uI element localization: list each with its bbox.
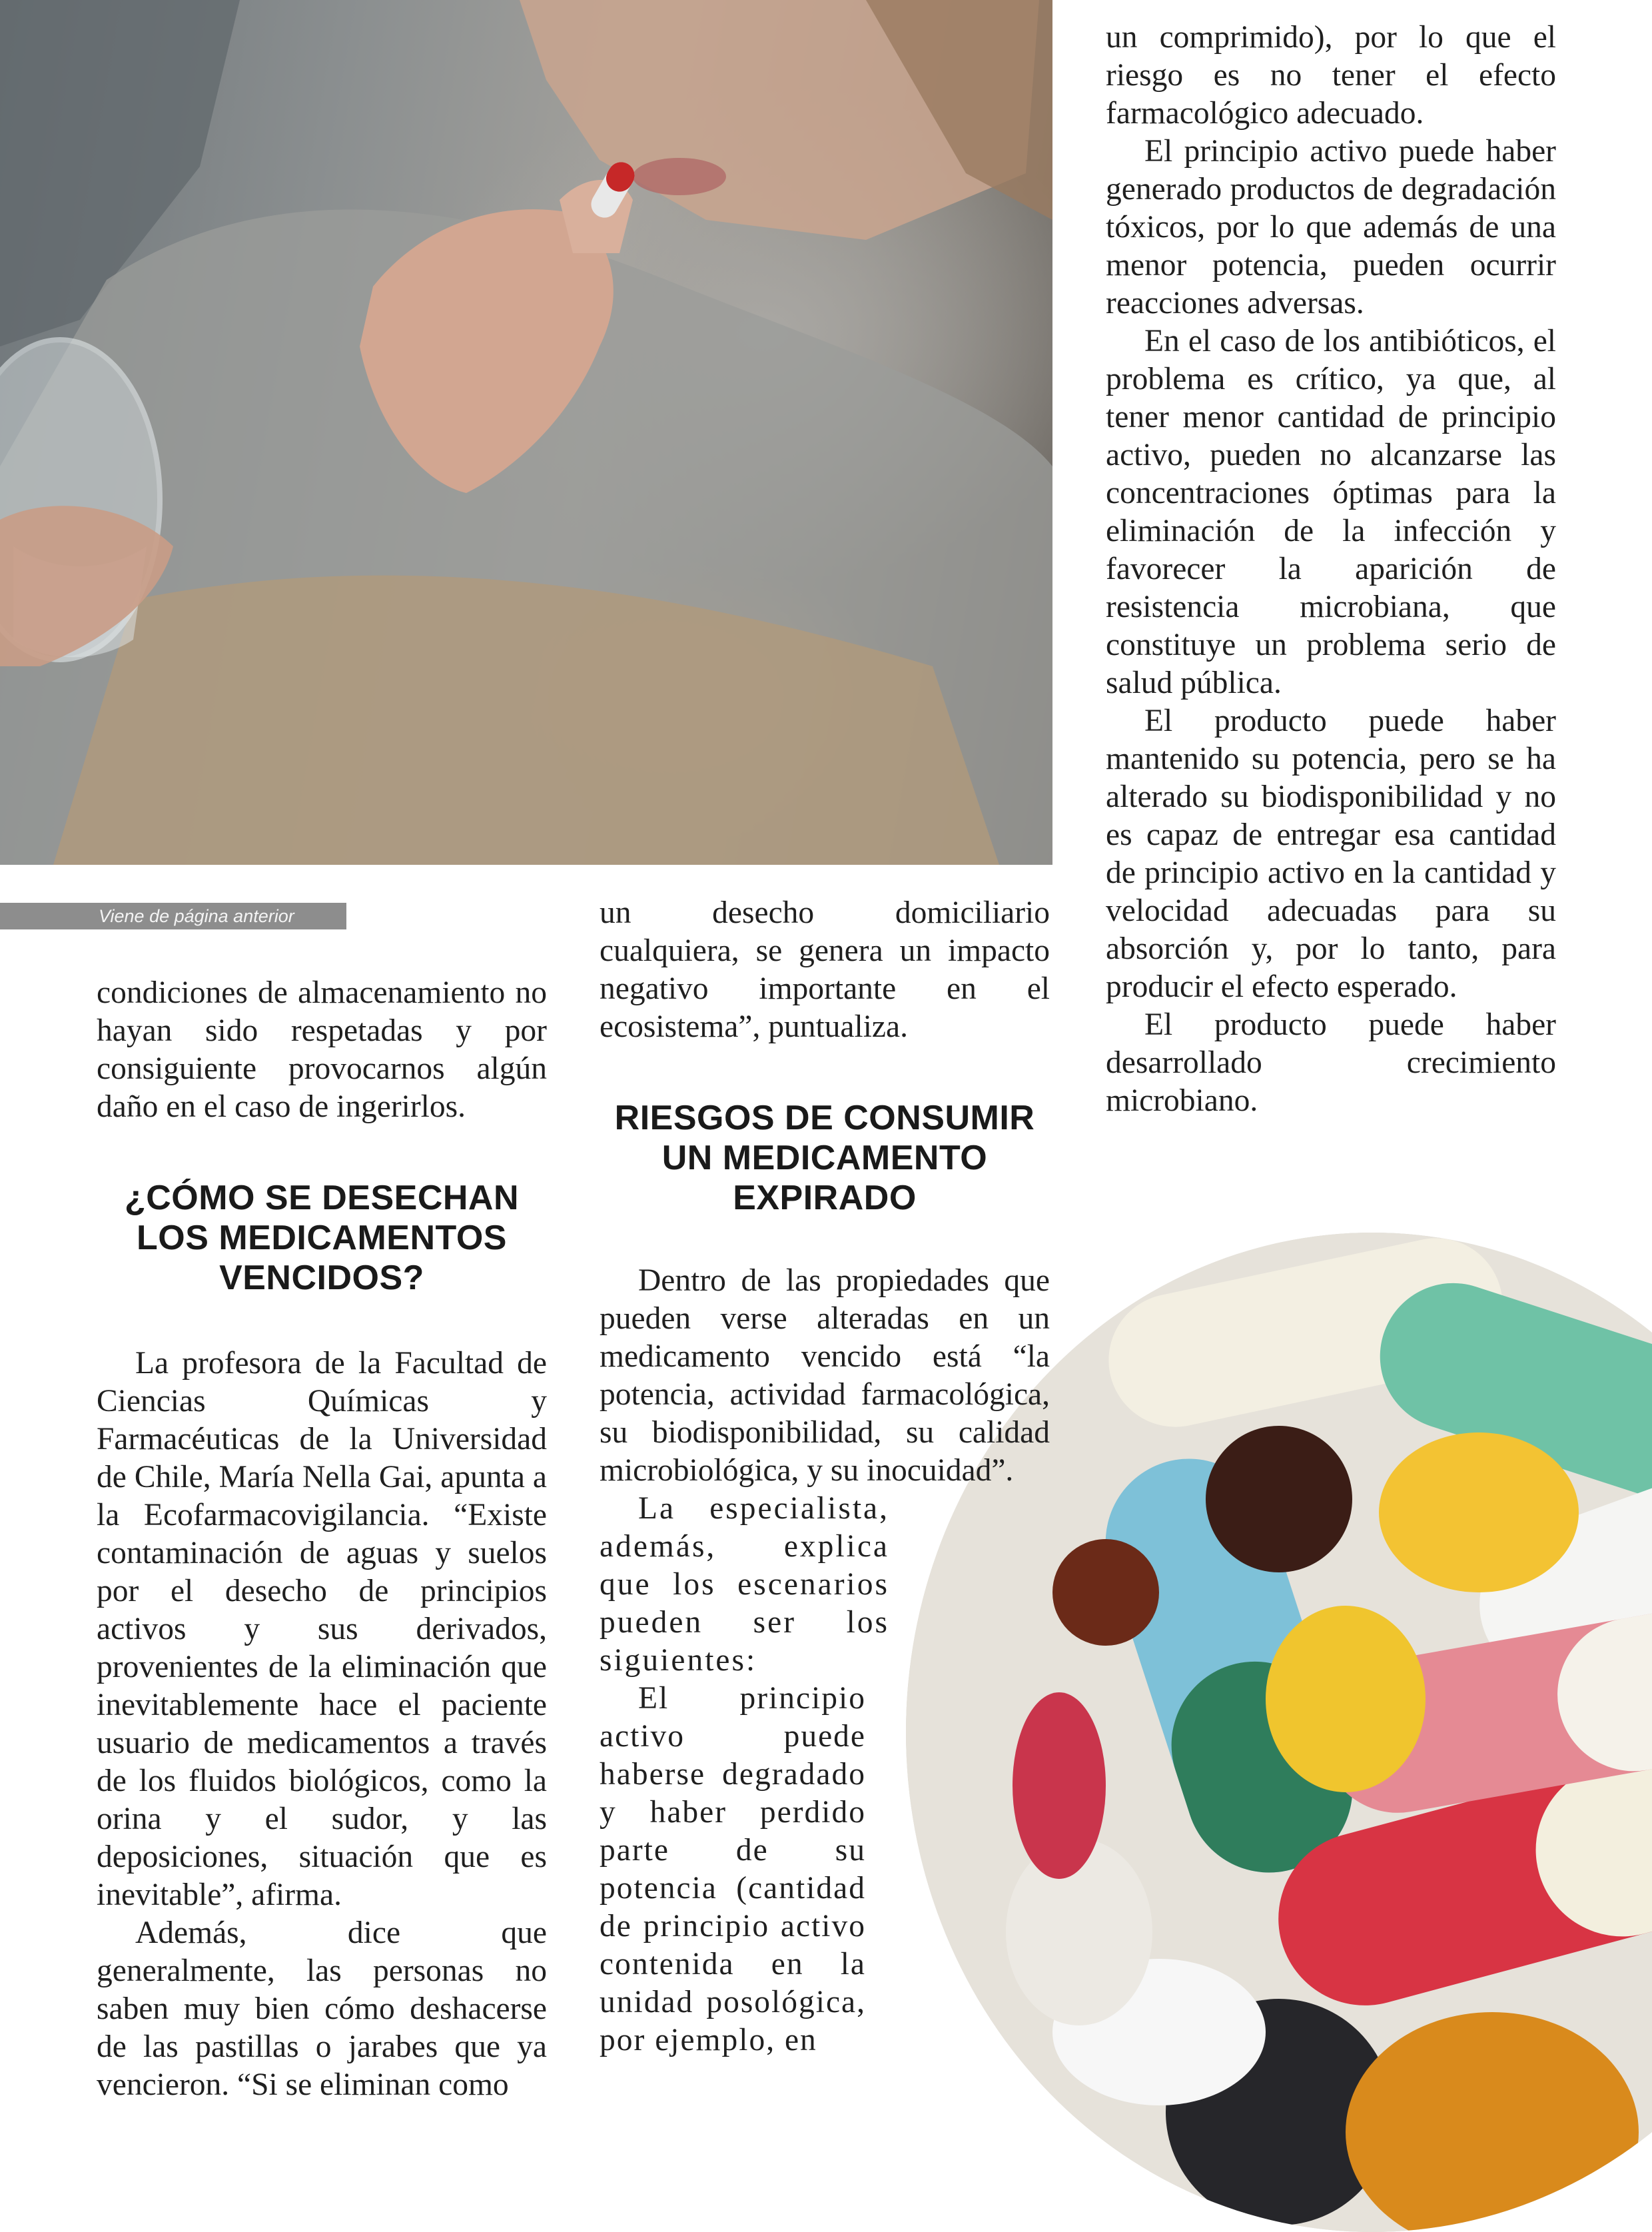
heading-disposal: ¿CÓMO SE DESECHAN LOS MEDICAMENTOS VENCIDOS? (124, 1179, 520, 1297)
col3-paragraph-4: El producto puede haber mantenido su potencia, pero se ha alterado su biodisponibilidad y no es capaz de entregar esa cantidad de principio activo en la cantidad y velocidad adecuadas para su absorción y, por lo tanto, para producir el efecto esperado. (1106, 704, 1556, 1004)
col2-paragraph-1: un desecho domiciliario cualquiera, se genera un impacto negativo importante en el ecosistema”, puntualiza. (600, 895, 1050, 1044)
column-1 (97, 974, 547, 2104)
column-3 (1106, 19, 1556, 1120)
col3-paragraph-2: El principio activo puede haber generado productos de degradación tóxicos, por lo que además de una menor potencia, pueden ocurrir reacciones adversas. (1106, 134, 1556, 320)
col3-paragraph-3: En el caso de los antibióticos, el problema es crítico, ya que, al tener menor cantidad de principio activo, pueden no alcanzarse las concentraciones óptimas para la eliminación de la infección y favorecer la aparición de resistencia microbiana, que constituye un problema serio de salud pública. (1106, 324, 1556, 700)
col2-paragraph-4: El principio activo puede haberse degradado y haber perdido parte de su potencia (cantidad de principio activo contenida en la unidad posológica, por ejemplo, en (600, 1681, 866, 2057)
heading-risks: RIESGOS DE CONSUMIR UN MEDICAMENTO EXPIRADO (614, 1099, 1035, 1217)
col2-paragraph-2: Dentro de las propiedades que pueden verse alteradas en un medicamento vencido está “la potencia, actividad farmacológica, su biodisponibilidad, su calidad microbiológica, y su inocuidad”. (600, 1263, 1050, 1488)
col3-paragraph-1: un comprimido), por lo que el riesgo es no tener el efecto farmacológico adecuado. (1106, 20, 1556, 131)
col2-paragraph-3: La especialista, además, explica que los escenarios pueden ser los siguientes: (600, 1491, 889, 1678)
woman-taking-pill-photo (0, 0, 1052, 865)
col1-paragraph-2: La profesora de la Facultad de Ciencias Químicas y Farmacéuticas de la Universidad de Chile, María Nella Gai, apunta a la Ecofarmacovigilancia. “Existe contaminación de aguas y suelos por el desecho de principios activos y sus derivados, provenientes de la eliminación que inevitablemente hace el paciente usuario de medicamentos a través de los fluidos biológicos, como la orina y el sudor, y las deposiciones, situación que es inevitable”, afirma. (97, 1346, 547, 1912)
col1-paragraph-1: condiciones de almacenamiento no hayan sido respetadas y por consiguiente provocarnos algún daño en el caso de ingerirlos. (97, 975, 547, 1124)
col3-paragraph-5: El producto puede haber desarrollado crecimiento microbiano. (1106, 1007, 1556, 1118)
continued-caption: Viene de página anterior (0, 903, 346, 929)
column-2 (600, 894, 1050, 2059)
col1-paragraph-3: Además, dice que generalmente, las personas no saben muy bien cómo deshacerse de las pastillas o jarabes que ya vencieron. “Si se eliminan como (97, 1916, 547, 2102)
